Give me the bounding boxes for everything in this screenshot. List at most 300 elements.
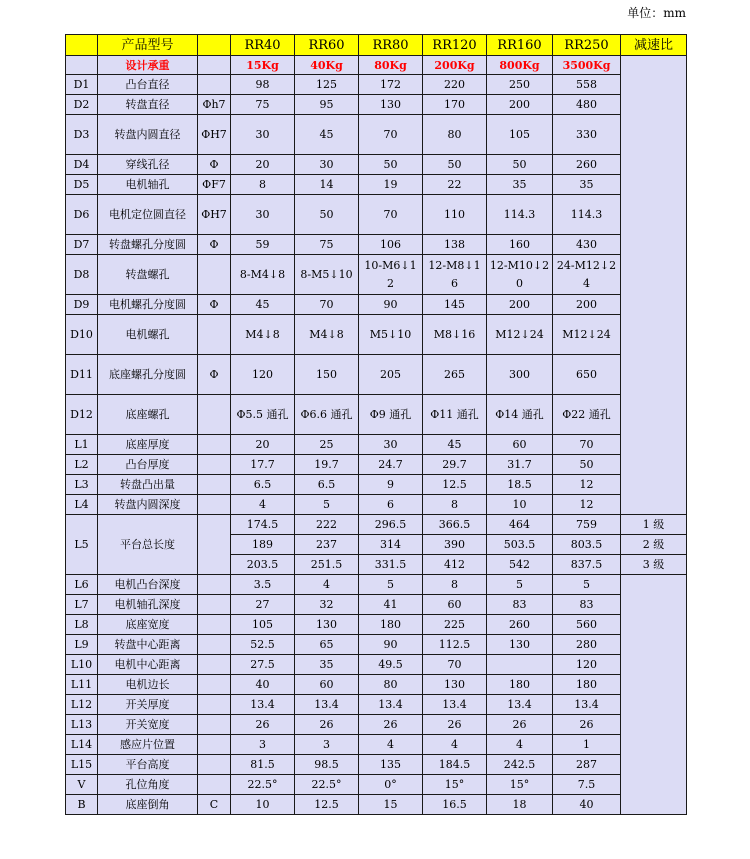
row-value: 75 [231, 95, 295, 115]
spec-row [66, 715, 687, 735]
row-value: 30 [359, 435, 423, 455]
row-value: 70 [553, 435, 621, 455]
row-value: 26 [231, 715, 295, 735]
row-value: M12↓24 [553, 315, 621, 355]
header-ratio: 减速比 [621, 35, 687, 56]
row-symbol [198, 395, 231, 435]
row-value: 180 [487, 675, 553, 695]
row-value: 650 [553, 355, 621, 395]
row-name: 转盘凸出量 [98, 475, 198, 495]
row-value: 1 [553, 735, 621, 755]
row-value: 52.5 [231, 635, 295, 655]
row-name: 电机定位圆直径 [98, 195, 198, 235]
row-value: 105 [487, 115, 553, 155]
row-value: 803.5 [553, 535, 621, 555]
row-name: 底座螺孔分度圆 [98, 355, 198, 395]
row-symbol: ΦF7 [198, 175, 231, 195]
row-name: 凸台厚度 [98, 455, 198, 475]
row-name: 穿线孔径 [98, 155, 198, 175]
row-value: 250 [487, 75, 553, 95]
row-value: 20 [231, 155, 295, 175]
row-value: 19.7 [295, 455, 359, 475]
spec-row [66, 435, 687, 455]
row-value: 237 [295, 535, 359, 555]
row-code: D9 [66, 295, 98, 315]
row-value: 6.5 [231, 475, 295, 495]
row-value: 120 [553, 655, 621, 675]
row-value: 13.4 [231, 695, 295, 715]
header-product: 产品型号 [98, 35, 198, 56]
row-symbol: ΦH7 [198, 195, 231, 235]
spec-row [66, 395, 687, 435]
row-value: 200 [487, 95, 553, 115]
row-symbol [198, 635, 231, 655]
row-value: M8↓16 [423, 315, 487, 355]
spec-row [66, 695, 687, 715]
row-value: 114.3 [553, 195, 621, 235]
row-symbol [198, 675, 231, 695]
row-value: 12-M8↓16 [423, 255, 487, 295]
row-value: 35 [487, 175, 553, 195]
row-name: 转盘直径 [98, 95, 198, 115]
row-name: 开关宽度 [98, 715, 198, 735]
row-value: 4 [231, 495, 295, 515]
spec-row [66, 115, 687, 155]
row-value: 50 [553, 455, 621, 475]
row-value: 174.5 [231, 515, 295, 535]
row-code: L14 [66, 735, 98, 755]
spec-row [66, 675, 687, 695]
spec-row [66, 255, 687, 295]
header-row [66, 35, 687, 56]
row-value: 13.4 [295, 695, 359, 715]
row-value: 135 [359, 755, 423, 775]
row-name: 电机螺孔 [98, 315, 198, 355]
row-value: 9 [359, 475, 423, 495]
load-value: 15Kg [231, 56, 295, 75]
header-model: RR250 [553, 35, 621, 56]
row-value: 180 [553, 675, 621, 695]
spec-row [66, 795, 687, 815]
row-value [487, 655, 553, 675]
row-value: 50 [295, 195, 359, 235]
row-value: 20 [231, 435, 295, 455]
row-symbol [198, 755, 231, 775]
row-value: 45 [295, 115, 359, 155]
row-value: 12 [553, 495, 621, 515]
row-value: 4 [295, 575, 359, 595]
row-value: 200 [487, 295, 553, 315]
row-value: 203.5 [231, 555, 295, 575]
row-value: Φ6.6 通孔 [295, 395, 359, 435]
row-value: 170 [423, 95, 487, 115]
spec-row [66, 595, 687, 615]
row-value: 430 [553, 235, 621, 255]
row-code: D6 [66, 195, 98, 235]
spec-row [66, 495, 687, 515]
row-value: 30 [231, 115, 295, 155]
row-code: D8 [66, 255, 98, 295]
row-symbol [198, 515, 231, 575]
row-value: 26 [359, 715, 423, 735]
row-value: 114.3 [487, 195, 553, 235]
row-value: Φ11 通孔 [423, 395, 487, 435]
row-symbol [198, 655, 231, 675]
spec-row [66, 655, 687, 675]
row-name: 电机轴孔 [98, 175, 198, 195]
spec-row [66, 155, 687, 175]
row-symbol [198, 495, 231, 515]
spec-row [66, 755, 687, 775]
row-value: Φ14 通孔 [487, 395, 553, 435]
l5-row [66, 515, 687, 535]
row-symbol [198, 255, 231, 295]
row-value: 70 [359, 195, 423, 235]
row-name: 底座宽度 [98, 615, 198, 635]
row-name: 平台高度 [98, 755, 198, 775]
row-value: 105 [231, 615, 295, 635]
load-value: 3500Kg [553, 56, 621, 75]
row-value: 59 [231, 235, 295, 255]
row-symbol [198, 695, 231, 715]
load-code-blank [66, 56, 98, 75]
row-name: 底座螺孔 [98, 395, 198, 435]
ratio-blank-bottom [621, 575, 687, 815]
row-value: 75 [295, 235, 359, 255]
row-value: 106 [359, 235, 423, 255]
row-value: 220 [423, 75, 487, 95]
row-value: 60 [295, 675, 359, 695]
row-code: D12 [66, 395, 98, 435]
row-value: 80 [423, 115, 487, 155]
load-value: 800Kg [487, 56, 553, 75]
row-value: 13.4 [487, 695, 553, 715]
row-value: 130 [359, 95, 423, 115]
row-name: 转盘螺孔分度圆 [98, 235, 198, 255]
row-value: 60 [487, 435, 553, 455]
unit-label: 单位：mm [627, 6, 686, 20]
spec-row [66, 575, 687, 595]
row-value: 13.4 [359, 695, 423, 715]
row-value: 480 [553, 95, 621, 115]
row-value: 200 [553, 295, 621, 315]
row-value: 22 [423, 175, 487, 195]
spec-row [66, 735, 687, 755]
row-value: 45 [423, 435, 487, 455]
ratio-stage: 2 级 [621, 535, 687, 555]
row-value: 4 [487, 735, 553, 755]
row-code: D5 [66, 175, 98, 195]
row-name: 电机凸台深度 [98, 575, 198, 595]
row-value: 32 [295, 595, 359, 615]
row-code: L6 [66, 575, 98, 595]
row-code: B [66, 795, 98, 815]
load-label: 设计承重 [98, 56, 198, 75]
row-value: 24-M12↓24 [553, 255, 621, 295]
row-value: 14 [295, 175, 359, 195]
row-value: 314 [359, 535, 423, 555]
row-value: 40 [231, 675, 295, 695]
row-symbol: Φh7 [198, 95, 231, 115]
row-code: L8 [66, 615, 98, 635]
row-value: 558 [553, 75, 621, 95]
row-value: 15° [423, 775, 487, 795]
row-value: 10-M6↓12 [359, 255, 423, 295]
row-name: 转盘内圆直径 [98, 115, 198, 155]
header-model: RR40 [231, 35, 295, 56]
row-value: 26 [553, 715, 621, 735]
row-value: 260 [553, 155, 621, 175]
spec-row [66, 455, 687, 475]
row-name: 开关厚度 [98, 695, 198, 715]
row-name: 凸台直径 [98, 75, 198, 95]
row-value: 280 [553, 635, 621, 655]
row-value: 225 [423, 615, 487, 635]
row-value: 98.5 [295, 755, 359, 775]
row-code: L12 [66, 695, 98, 715]
row-value: 10 [231, 795, 295, 815]
row-code: V [66, 775, 98, 795]
row-name: 平台总长度 [98, 515, 198, 575]
row-value: 15° [487, 775, 553, 795]
row-value: 184.5 [423, 755, 487, 775]
row-symbol [198, 575, 231, 595]
row-value: 4 [359, 735, 423, 755]
row-value: 70 [295, 295, 359, 315]
row-code: D7 [66, 235, 98, 255]
spec-row [66, 175, 687, 195]
row-value: 120 [231, 355, 295, 395]
row-code: D11 [66, 355, 98, 395]
row-value: 0° [359, 775, 423, 795]
row-code: D1 [66, 75, 98, 95]
row-value: 12.5 [295, 795, 359, 815]
row-value: 60 [423, 595, 487, 615]
spec-row [66, 315, 687, 355]
spec-row [66, 235, 687, 255]
row-code: D2 [66, 95, 98, 115]
row-value: 172 [359, 75, 423, 95]
row-value: 8-M5↓10 [295, 255, 359, 295]
row-value: 27.5 [231, 655, 295, 675]
row-symbol [198, 75, 231, 95]
load-value: 40Kg [295, 56, 359, 75]
row-symbol: Φ [198, 155, 231, 175]
spec-row [66, 75, 687, 95]
row-value: 837.5 [553, 555, 621, 575]
row-value: 90 [359, 295, 423, 315]
row-code: L7 [66, 595, 98, 615]
row-value: 503.5 [487, 535, 553, 555]
row-value: 17.7 [231, 455, 295, 475]
row-value: 3 [231, 735, 295, 755]
row-name: 电机轴孔深度 [98, 595, 198, 615]
row-name: 底座倒角 [98, 795, 198, 815]
row-value: 16.5 [423, 795, 487, 815]
spec-row [66, 195, 687, 235]
row-value: 160 [487, 235, 553, 255]
row-value: 8 [423, 575, 487, 595]
row-value: 25 [295, 435, 359, 455]
spec-row [66, 355, 687, 395]
ratio-blank-top [621, 56, 687, 515]
load-row [66, 56, 687, 75]
row-value: Φ22 通孔 [553, 395, 621, 435]
row-value: 242.5 [487, 755, 553, 775]
row-value: 560 [553, 615, 621, 635]
row-value: Φ5.5 通孔 [231, 395, 295, 435]
row-value: 29.7 [423, 455, 487, 475]
ratio-stage: 3 级 [621, 555, 687, 575]
row-symbol [198, 475, 231, 495]
row-name: 电机边长 [98, 675, 198, 695]
row-value: 24.7 [359, 455, 423, 475]
row-value: 90 [359, 635, 423, 655]
spec-row [66, 475, 687, 495]
row-value: 26 [295, 715, 359, 735]
row-value: Φ9 通孔 [359, 395, 423, 435]
row-name: 转盘内圆深度 [98, 495, 198, 515]
row-value: 4 [423, 735, 487, 755]
header-model: RR120 [423, 35, 487, 56]
row-value: M5↓10 [359, 315, 423, 355]
row-value: 22.5° [231, 775, 295, 795]
row-value: 83 [487, 595, 553, 615]
row-value: 35 [295, 655, 359, 675]
row-value: 49.5 [359, 655, 423, 675]
row-value: 8-M4↓8 [231, 255, 295, 295]
row-value: 180 [359, 615, 423, 635]
row-value: 18 [487, 795, 553, 815]
row-code: L5 [66, 515, 98, 575]
row-value: 287 [553, 755, 621, 775]
row-value: 464 [487, 515, 553, 535]
row-value: M4↓8 [231, 315, 295, 355]
load-value: 200Kg [423, 56, 487, 75]
row-name: 电机中心距离 [98, 655, 198, 675]
row-value: 5 [359, 575, 423, 595]
row-symbol: Φ [198, 355, 231, 395]
row-value: 205 [359, 355, 423, 395]
row-name: 转盘螺孔 [98, 255, 198, 295]
row-symbol [198, 715, 231, 735]
row-value: 81.5 [231, 755, 295, 775]
row-value: 145 [423, 295, 487, 315]
row-symbol: C [198, 795, 231, 815]
row-symbol [198, 315, 231, 355]
row-value: 70 [423, 655, 487, 675]
row-value: 8 [423, 495, 487, 515]
row-value: 40 [553, 795, 621, 815]
row-value: 7.5 [553, 775, 621, 795]
spec-row [66, 95, 687, 115]
row-value: 251.5 [295, 555, 359, 575]
row-value: 6.5 [295, 475, 359, 495]
row-value: 50 [487, 155, 553, 175]
row-value: 5 [553, 575, 621, 595]
row-value: 12-M10↓20 [487, 255, 553, 295]
row-value: 759 [553, 515, 621, 535]
row-value: 300 [487, 355, 553, 395]
row-value: 8 [231, 175, 295, 195]
row-value: 65 [295, 635, 359, 655]
row-name: 电机螺孔分度圆 [98, 295, 198, 315]
row-value: 330 [553, 115, 621, 155]
ratio-stage: 1 级 [621, 515, 687, 535]
row-value: 390 [423, 535, 487, 555]
load-sym-blank [198, 56, 231, 75]
spec-table [65, 34, 687, 815]
spec-row [66, 775, 687, 795]
row-code: L10 [66, 655, 98, 675]
row-value: 5 [487, 575, 553, 595]
row-value: 22.5° [295, 775, 359, 795]
row-value: 10 [487, 495, 553, 515]
row-value: 138 [423, 235, 487, 255]
row-value: 50 [359, 155, 423, 175]
row-name: 底座厚度 [98, 435, 198, 455]
row-code: D10 [66, 315, 98, 355]
row-symbol [198, 455, 231, 475]
row-value: 110 [423, 195, 487, 235]
row-value: 6 [359, 495, 423, 515]
row-value: 13.4 [423, 695, 487, 715]
row-value: 18.5 [487, 475, 553, 495]
row-value: 27 [231, 595, 295, 615]
row-symbol [198, 775, 231, 795]
row-symbol [198, 735, 231, 755]
row-value: 130 [295, 615, 359, 635]
row-value: 412 [423, 555, 487, 575]
row-value: 45 [231, 295, 295, 315]
row-value: 70 [359, 115, 423, 155]
row-value: 125 [295, 75, 359, 95]
row-value: 80 [359, 675, 423, 695]
row-code: L11 [66, 675, 98, 695]
header-model: RR160 [487, 35, 553, 56]
row-code: D3 [66, 115, 98, 155]
row-symbol [198, 615, 231, 635]
row-value: 98 [231, 75, 295, 95]
row-value: 331.5 [359, 555, 423, 575]
row-code: L4 [66, 495, 98, 515]
header-model: RR60 [295, 35, 359, 56]
row-symbol [198, 435, 231, 455]
spec-row [66, 615, 687, 635]
row-value: 12 [553, 475, 621, 495]
row-value: 12.5 [423, 475, 487, 495]
row-value: 112.5 [423, 635, 487, 655]
row-symbol: Φ [198, 235, 231, 255]
row-value: 3 [295, 735, 359, 755]
row-code: L1 [66, 435, 98, 455]
row-value: 35 [553, 175, 621, 195]
row-value: 50 [423, 155, 487, 175]
row-name: 转盘中心距离 [98, 635, 198, 655]
row-value: 95 [295, 95, 359, 115]
row-value: 30 [295, 155, 359, 175]
row-value: 26 [423, 715, 487, 735]
row-code: L13 [66, 715, 98, 735]
row-value: 3.5 [231, 575, 295, 595]
row-value: M12↓24 [487, 315, 553, 355]
row-value: 366.5 [423, 515, 487, 535]
spec-row [66, 635, 687, 655]
row-value: 26 [487, 715, 553, 735]
row-value: 19 [359, 175, 423, 195]
header-blank [66, 35, 98, 56]
row-code: L2 [66, 455, 98, 475]
